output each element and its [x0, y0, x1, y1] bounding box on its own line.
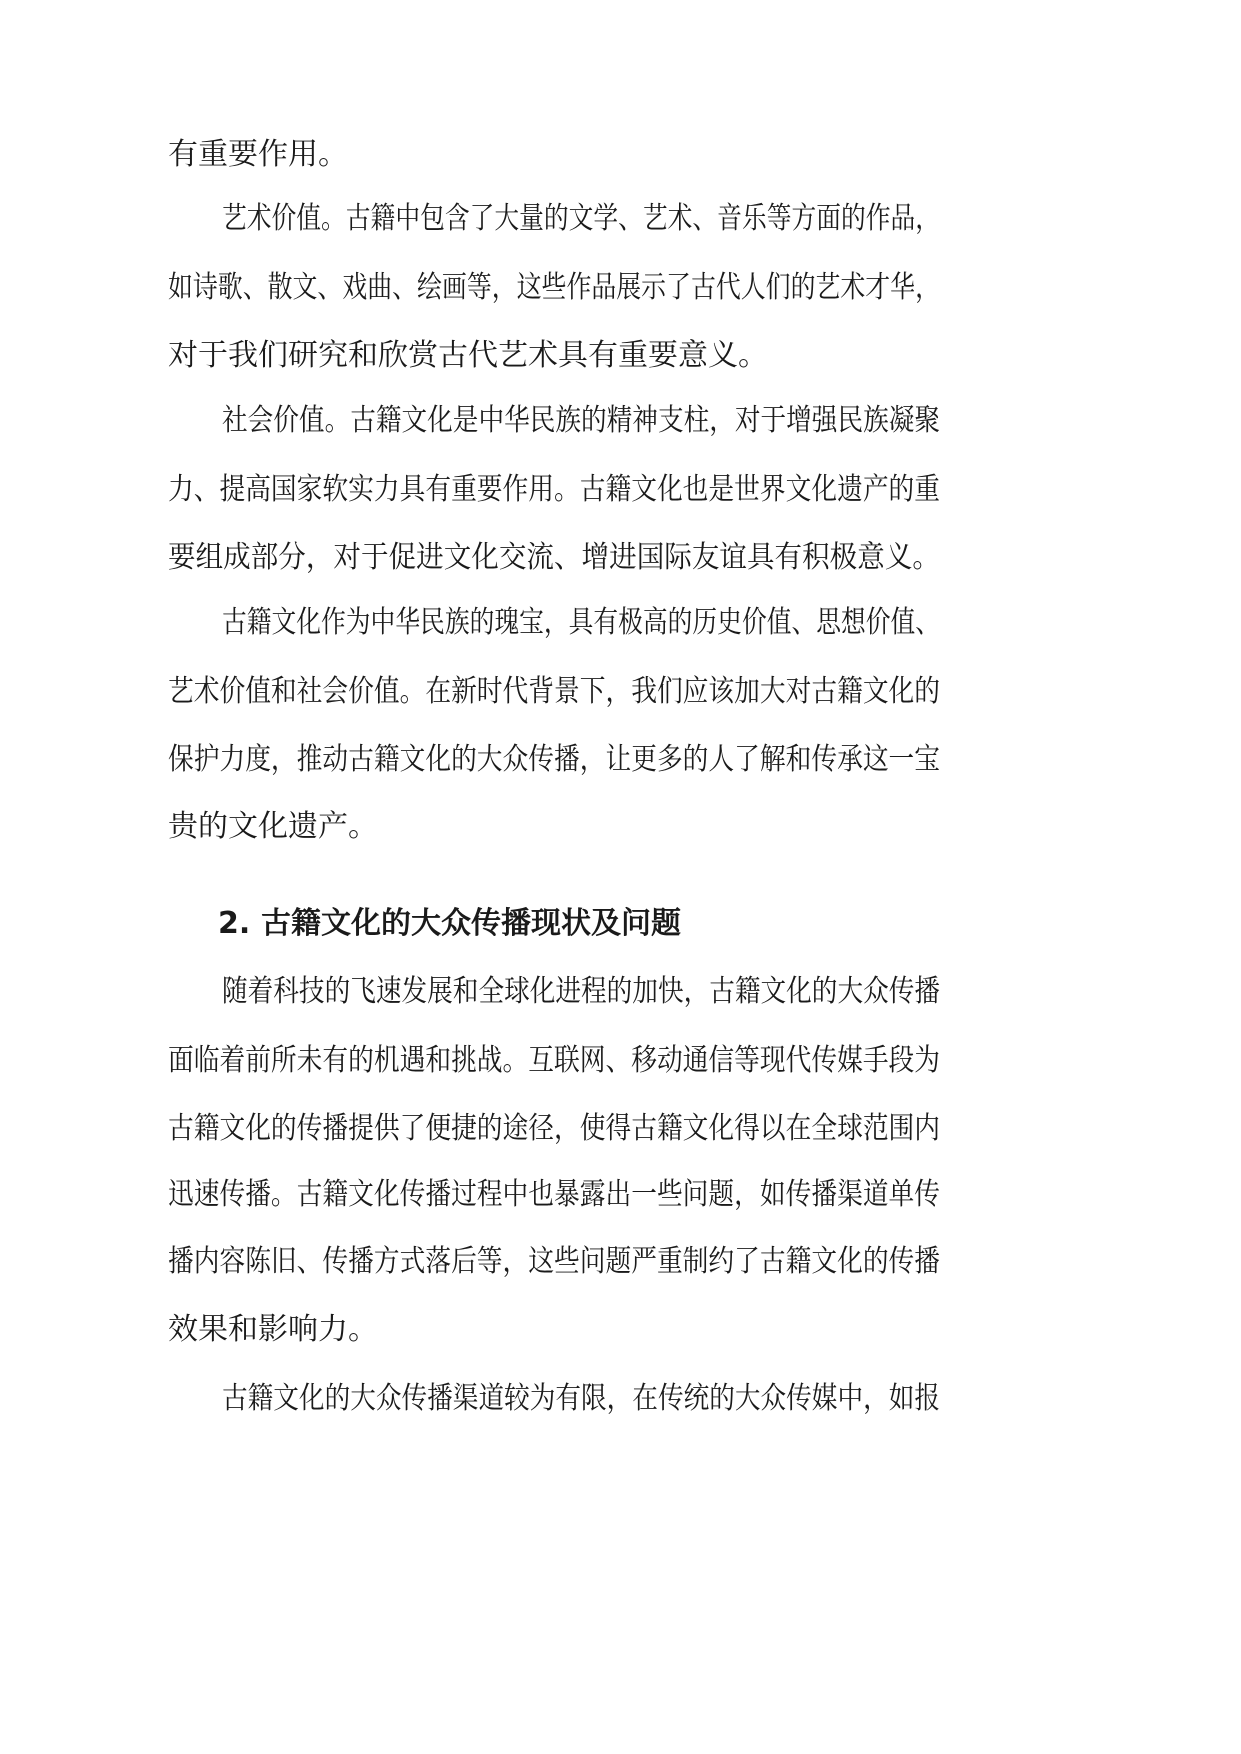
line-text: 迅速传播。古籍文化传播过程中也暴露出一些问题，如传播渠道单传 — [168, 1177, 941, 1212]
paragraph-line — [0, 263, 1241, 313]
line-text: 对于我们研究和欣赏古代艺术具有重要意义。 — [168, 338, 768, 373]
line-text: 力、提高国家软实力具有重要作用。古籍文化也是世界文化遗产的重 — [168, 472, 941, 507]
paragraph-line — [0, 1305, 1241, 1355]
line-text: 要组成部分，对于促进文化交流、增进国际友谊具有积极意义。 — [168, 540, 940, 575]
line-text: 保护力度，推动古籍文化的大众传播，让更多的人了解和传承这一宝 — [168, 742, 941, 777]
paragraph-line — [0, 667, 1241, 717]
line-text: 古籍文化作为中华民族的瑰宝，具有极高的历史价值、思想价值、 — [222, 605, 941, 640]
paragraph-line — [0, 194, 1241, 244]
paragraph-line — [0, 1170, 1241, 1220]
paragraph-line — [0, 465, 1241, 515]
paragraph-line — [0, 130, 1241, 180]
line-text: 古籍文化的传播提供了便捷的途径，使得古籍文化得以在全球范围内 — [168, 1111, 941, 1146]
paragraph-line — [0, 396, 1241, 446]
section-title: 古籍文化的大众传播现状及问题 — [261, 906, 681, 941]
line-text: 播内容陈旧、传播方式落后等，这些问题严重制约了古籍文化的传播 — [168, 1244, 941, 1279]
line-text: 贵的文化遗产。 — [168, 809, 378, 844]
paragraph-line — [0, 1036, 1241, 1086]
paragraph-line — [0, 802, 1241, 852]
section-heading — [0, 899, 1241, 949]
paragraph-line — [0, 1374, 1241, 1424]
line-text: 有重要作用。 — [168, 137, 348, 172]
paragraph-line — [0, 1237, 1241, 1287]
line-text: 社会价值。古籍文化是中华民族的精神支柱，对于增强民族凝聚 — [222, 403, 941, 438]
line-text: 面临着前所未有的机遇和挑战。互联网、移动通信等现代传媒手段为 — [168, 1043, 941, 1078]
paragraph-line — [0, 533, 1241, 583]
paragraph-line — [0, 967, 1241, 1017]
paragraph-line — [0, 331, 1241, 381]
line-text: 如诗歌、散文、戏曲、绘画等，这些作品展示了古代人们的艺术才华， — [168, 270, 940, 305]
line-text: 古籍文化的大众传播渠道较为有限，在传统的大众传媒中，如报 — [222, 1381, 941, 1416]
paragraph-line — [0, 598, 1241, 648]
section-number: 2. — [218, 906, 251, 941]
line-text: 效果和影响力。 — [168, 1312, 378, 1347]
line-text: 随着科技的飞速发展和全球化进程的加快，古籍文化的大众传播 — [222, 974, 941, 1009]
paragraph-line — [0, 1104, 1241, 1154]
line-text: 艺术价值和社会价值。在新时代背景下，我们应该加大对古籍文化的 — [168, 674, 941, 709]
paragraph-line — [0, 735, 1241, 785]
line-text: 艺术价值。古籍中包含了大量的文学、艺术、音乐等方面的作品， — [222, 201, 941, 236]
